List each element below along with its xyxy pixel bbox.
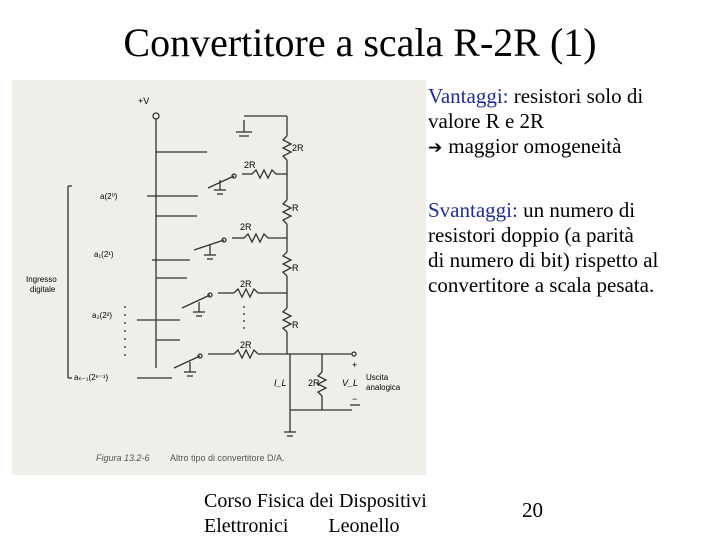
input-label: Ingresso: [26, 275, 57, 284]
output-label: Uscita: [366, 373, 389, 382]
resistor-label: 2R: [244, 160, 256, 170]
output-label: analogica: [366, 383, 401, 392]
disadvantages-line: di numero di bit) rispetto al: [428, 248, 659, 272]
minus-sign: −: [352, 394, 358, 404]
footer-author-name: Leonello: [328, 515, 400, 537]
resistor-label: 2R: [240, 340, 252, 350]
bullet-list: [428, 84, 718, 298]
advantages-keyword: Vantaggi:: [428, 84, 509, 108]
bit-label: a(2⁰): [100, 192, 118, 201]
footer: [204, 489, 427, 539]
voltage-label: V_L: [342, 378, 359, 388]
disadvantages-line: resistori doppio (a parità: [428, 223, 634, 247]
advantages-line: [428, 84, 718, 109]
resistor-label: R: [292, 263, 299, 273]
bit-label: a₂(2²): [92, 311, 112, 320]
resistor-label: R: [292, 203, 299, 213]
disadvantages-keyword: Svantaggi:: [428, 198, 518, 222]
footer-author: [204, 514, 427, 539]
resistor-label: 2R: [292, 143, 304, 153]
current-label: I_L: [274, 378, 287, 388]
footer-course: Corso Fisica dei Dispositivi: [204, 490, 427, 512]
figure-caption-number: Figura 13.2-6: [96, 453, 150, 463]
disadvantages-line: convertitore a scala pesata.: [428, 273, 655, 297]
circuit-figure: [12, 80, 426, 475]
resistor-label: 2R: [240, 279, 252, 289]
spacer: [428, 161, 718, 198]
advantages-text: resistori solo di: [508, 84, 644, 108]
advantages-line: valore R e 2R: [428, 109, 545, 133]
figure-caption: Altro tipo di convertitore D/A.: [170, 453, 285, 463]
plus-sign: +: [352, 360, 358, 370]
footer-course-part: Elettronici: [204, 515, 289, 537]
consequence-line: [428, 134, 718, 161]
slide-title: Convertitore a scala R-2R (1): [123, 20, 597, 65]
page-number: 20: [522, 498, 543, 522]
disadvantages-text: un numero di: [517, 198, 636, 222]
supply-label: +V: [138, 96, 150, 106]
r2r-ladder-diagram: [12, 80, 426, 475]
disadvantages-line: [428, 198, 718, 223]
input-label: digitale: [30, 285, 56, 294]
load-resistor-label: 2R: [308, 378, 320, 388]
consequence-text: maggior omogeneità: [448, 134, 622, 158]
bit-label: a₁(2¹): [94, 250, 114, 259]
bit-label: aₙ₋₁(2ⁿ⁻¹): [74, 373, 109, 382]
resistor-label: R: [292, 320, 299, 330]
arrow-right-icon: ➔: [428, 138, 443, 158]
resistor-label: 2R: [240, 222, 252, 232]
